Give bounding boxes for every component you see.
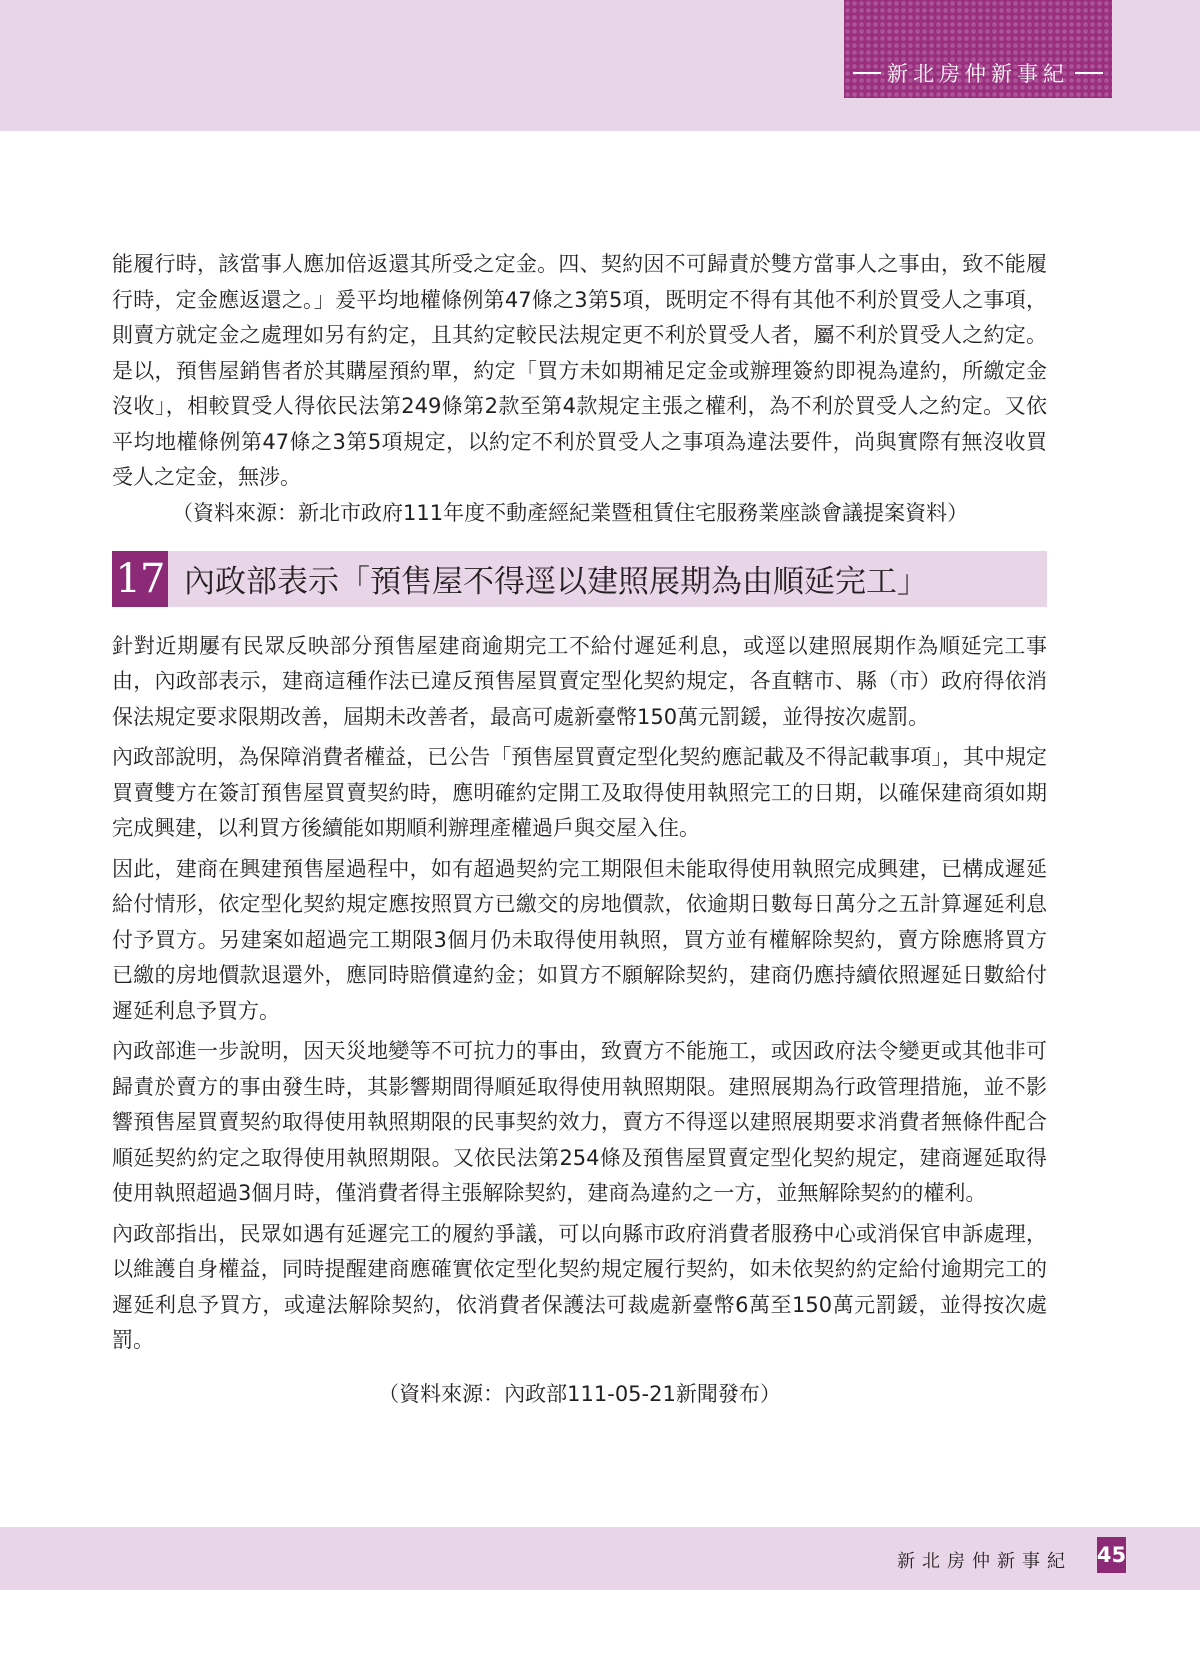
page-content <box>112 247 1047 1412</box>
header-title-group <box>853 58 1103 88</box>
section-paragraph: 內政部進一步說明，因天災地變等不可抗力的事由，致賣方不能施工，或因政府法令變更或其他非可歸責於賣方的事由發生時，其影響期間得順延取得使用執照期限。建照展期為行政管理措施，並不影響預售屋買賣契約取得使用執照期限的民事契約效力，賣方不得逕以建照展期要求消費者無條件配合順延契約約定之取得使用執照期限。又依民法第254條及預售屋買賣定型化契約規定，建商遲延取得使用執照超過3個月時，僅消費者得主張解除契約，建商為違約之一方，並無解除契約的權利。 <box>112 1039 1047 1205</box>
header-title: 新北房仲新事紀 <box>887 62 1069 86</box>
section-paragraph: 內政部指出，民眾如遇有延遲完工的履約爭議，可以向縣市政府消費者服務中心或消保官申訴處理，以維護自身權益，同時提醒建商應確實依定型化契約規定履行契約，如未依契約約定給付逾期完工的遲延利息予買方，或違法解除契約，依消費者保護法可裁處新臺幣6萬至150萬元罰鍰，並得按次處罰。 <box>112 1221 1047 1352</box>
section-title: 內政部表示「預售屋不得逕以建照展期為由順延完工」 <box>184 564 928 600</box>
section-paragraph: 因此，建商在興建預售屋過程中，如有超過契約完工期限但未能取得使用執照完成興建，已構成遲延給付情形，依定型化契約規定應按照買方已繳交的房地價款，依逾期日數每日萬分之五計算遲延利息付予買方。另建案如超過完工期限3個月仍未取得使用執照，買方並有權解除契約，賣方除應將買方已繳的房地價款退還外，應同時賠償違約金；如買方不願解除契約，建商仍應持續依照遲延日數給付遲延利息予買方。 <box>112 856 1047 1023</box>
header-dash-left <box>853 72 881 74</box>
header-dash-right <box>1075 72 1103 74</box>
section-number: 17 <box>112 551 168 607</box>
intro-paragraph: 能履行時，該當事人應加倍返還其所受之定金。四、契約因不可歸責於雙方當事人之事由，致不能履行時，定金應返還之。」爰平均地權條例第47條之3第5項，既明定不得有其他不利於買受人之事項，則賣方就定金之處理如另有約定，且其約定較民法規定更不利於買受人者，屬不利於買受人之約定。是以，預售屋銷售者於其購屋預約單，約定「買方未如期補足定金或辦理簽約即視為違約，所繳定金沒收」，相較買受人得依民法第249條第2款至第4款規定主張之權利，為不利於買受人之約定。又依平均地權條例第47條之3第5項規定，以約定不利於買受人之事項為違法要件，尚與實際有無沒收買受人之定金，無涉。 <box>112 252 1047 489</box>
section-body <box>112 629 1047 1359</box>
section-paragraph: 針對近期屢有民眾反映部分預售屋建商逾期完工不給付遲延利息，或逕以建照展期作為順延完工事由，內政部表示，建商這種作法已違反預售屋買賣定型化契約規定，各直轄市、縣（市）政府得依消保法規定要求限期改善，屆期未改善者，最高可處新臺幣150萬元罰鍰，並得按次處罰。 <box>112 633 1047 729</box>
header-tab <box>844 0 1112 98</box>
intro-source: （資料來源：新北市政府111年度不動產經紀業暨租賃住宅服務業座談會議提案資料） <box>172 500 969 525</box>
section-heading <box>112 551 1047 607</box>
section-source: （資料來源：內政部111-05-21新聞發布） <box>378 1381 781 1406</box>
page-number: 45 <box>1097 1537 1126 1573</box>
section-paragraph: 內政部說明，為保障消費者權益，已公告「預售屋買賣定型化契約應記載及不得記載事項」，其中規定買賣雙方在簽訂預售屋買賣契約時，應明確約定開工及取得使用執照完工的日期，以確保建商須如期完成興建，以利買方後續能如期順利辦理產權過戶與交屋入住。 <box>112 745 1047 840</box>
footer-title: 新北房仲新事紀 <box>897 1551 1072 1572</box>
footer-band <box>0 1527 1200 1590</box>
